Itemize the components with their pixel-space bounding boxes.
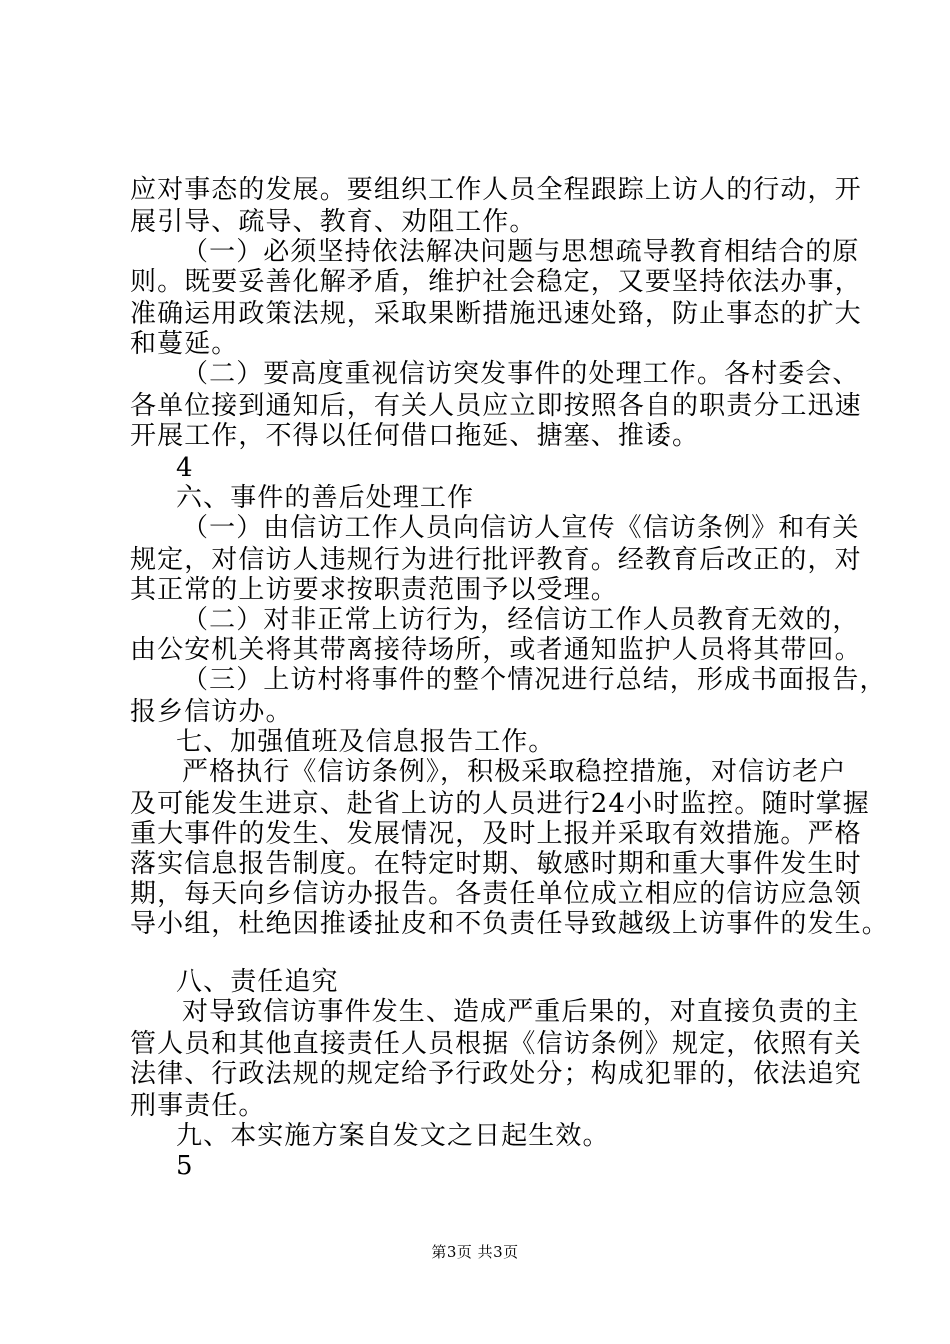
page-number-marker: 5 — [176, 1151, 194, 1181]
text-line: （三）上访村将事件的整个情况进行总结，形成书面报告， — [182, 665, 887, 695]
page-footer: 第3页 共3页 — [431, 1243, 519, 1261]
text-line: 重大事件的发生、发展情况，及时上报并采取有效措施。严格 — [130, 819, 862, 849]
text-line: 其正常的上访要求按职责范围予以受理。 — [130, 575, 618, 605]
text-line: 及可能发生进京、赴省上访的人员进行24小时监控。随时掌握 — [130, 789, 870, 819]
text-line: 期，每天向乡信访办报告。各责任单位成立相应的信访应急领 — [130, 879, 862, 909]
text-line: 法律、行政法规的规定给予行政处分；构成犯罪的，依法追究 — [130, 1059, 862, 1089]
section-heading: 八、责任追究 — [176, 967, 339, 997]
text-line: 由公安机关将其带离接待场所，或者通知监护人员将其带回。 — [130, 635, 862, 665]
section-heading: 七、加强值班及信息报告工作。 — [176, 727, 556, 757]
text-line: 规定，对信访人违规行为进行批评教育。经教育后改正的，对 — [130, 545, 862, 575]
text-line: 开展工作，不得以任何借口拖延、搪塞、推诿。 — [130, 421, 700, 451]
text-line: 落实信息报告制度。在特定时期、敏感时期和重大事件发生时 — [130, 849, 862, 879]
text-line: 应对事态的发展。要组织工作人员全程跟踪上访人的行动，开 — [130, 175, 862, 205]
text-line: 对导致信访事件发生、造成严重后果的，对直接负责的主 — [182, 997, 860, 1027]
text-line: 则。既要妥善化解矛盾，维护社会稳定，又要坚持依法办事， — [130, 267, 862, 297]
section-heading: 六、事件的善后处理工作 — [176, 483, 475, 513]
text-line: 严格执行《信访条例》，积极采取稳控措施，对信访老户 — [182, 757, 847, 787]
text-line: （二）要高度重视信访突发事件的处理工作。各村委会、 — [182, 359, 860, 389]
text-line: 和蔓延。 — [130, 329, 239, 359]
text-line: （一）必须坚持依法解决问题与思想疏导教育相结合的原 — [182, 237, 860, 267]
section-heading: 九、本实施方案自发文之日起生效。 — [176, 1121, 610, 1151]
text-line: 管人员和其他直接责任人员根据《信访条例》规定，依照有关 — [130, 1029, 862, 1059]
text-line: 刑事责任。 — [130, 1091, 266, 1121]
text-line: 准确运用政策法规，采取果断措施迅速处臵，防止事态的扩大 — [130, 299, 862, 329]
text-line: （一）由信访工作人员向信访人宣传《信访条例》和有关 — [182, 513, 860, 543]
page-number-marker: 4 — [176, 453, 194, 483]
text-line: 各单位接到通知后，有关人员应立即按照各自的职责分工迅速 — [130, 391, 862, 421]
text-line: 报乡信访办。 — [130, 697, 293, 727]
text-line: 展引导、疏导、教育、劝阻工作。 — [130, 207, 537, 237]
text-line: 导小组，杜绝因推诿扯皮和不负责任导致越级上访事件的发生。 — [130, 909, 889, 939]
text-line: （二）对非正常上访行为，经信访工作人员教育无效的， — [182, 605, 860, 635]
